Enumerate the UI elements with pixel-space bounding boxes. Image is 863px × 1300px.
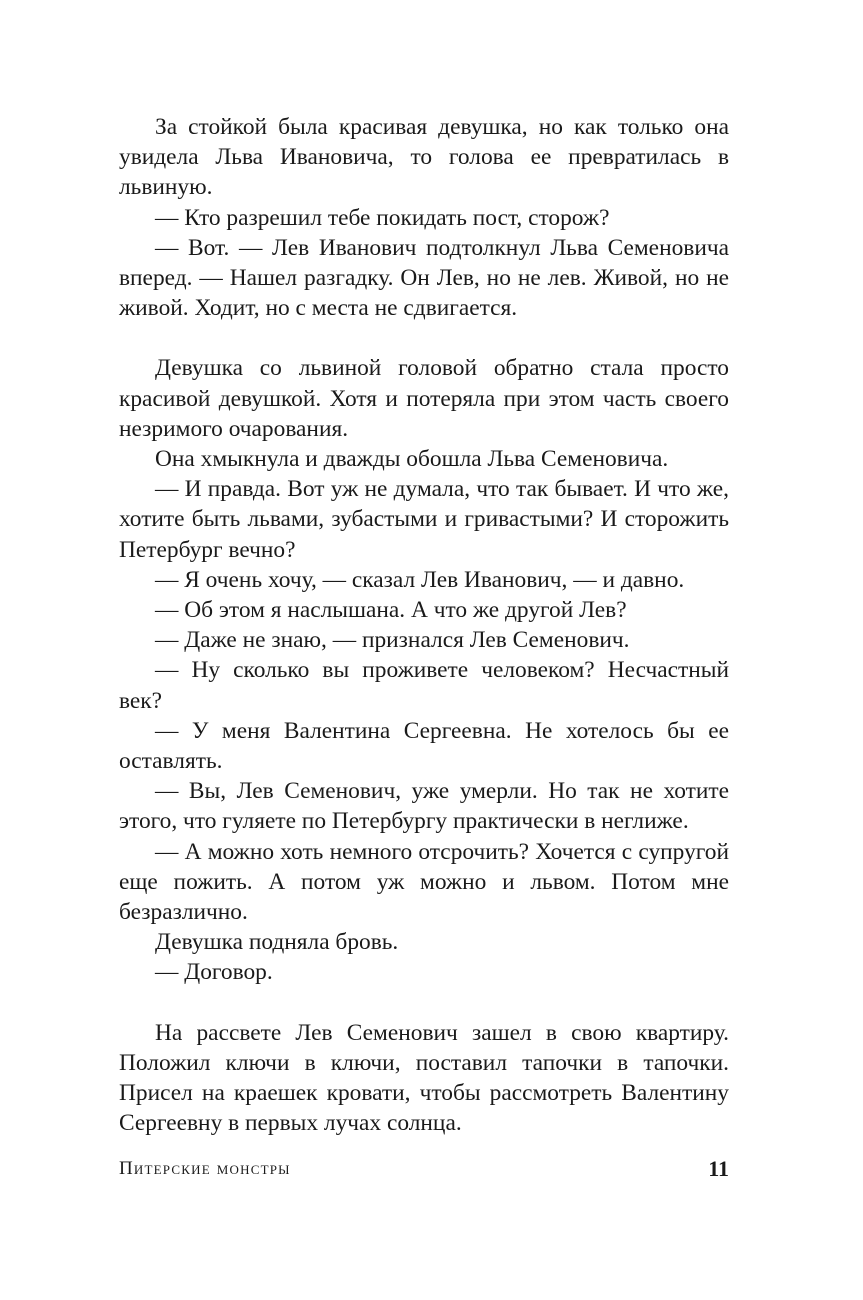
- dialogue-line: — У меня Валентина Сергеевна. Не хотелось бы ее оставлять.: [119, 717, 729, 775]
- dialogue-line: — И правда. Вот уж не думала, что так бывает. И что же, хотите быть львами, зубастыми и гривастыми? И сторожить Петербург вечно?: [119, 476, 729, 563]
- section-break: [119, 988, 729, 1018]
- section-break: [119, 323, 729, 353]
- dialogue-line: — Кто разрешил тебе покидать пост, сторож?: [155, 204, 610, 231]
- page-footer: [119, 1158, 729, 1188]
- body-text: [119, 112, 729, 1139]
- dialogue-line: — Вот. — Лев Иванович подтолкнул Льва Семеновича вперед. — Нашел разгадку. Он Лев, но не лев. Живой, но не живой. Ходит, но с места не сдвигается.: [119, 234, 729, 322]
- paragraph: Девушка со львиной головой обратно стала просто красивой девушкой. Хотя и потеряла при этом часть своего незримого очарования.: [119, 355, 729, 442]
- paragraph: За стойкой была красивая девушка, но как только она увидела Льва Ивановича, то голова ее превратилась в львиную.: [119, 114, 729, 201]
- dialogue-line: — Об этом я наслышана. А что же другой Лев?: [155, 597, 627, 624]
- dialogue-line: — Я очень хочу, — сказал Лев Иванович, — и давно.: [155, 566, 685, 593]
- dialogue-line: — Вы, Лев Семенович, уже умерли. Но так не хотите этого, что гуляете по Петербургу практически в неглиже.: [119, 778, 729, 835]
- dialogue-line: — Договор.: [155, 959, 273, 986]
- paragraph: Девушка подняла бровь.: [155, 929, 399, 956]
- paragraph: На рассвете Лев Семенович зашел в свою квартиру. Положил ключи в ключи, поставил тапочки в тапочки. Присел на краешек кровати, чтобы рассмотреть Валентину Сергеевну в первых лучах солнца.: [119, 1019, 729, 1137]
- dialogue-line: — Ну сколько вы проживете человеком? Несчастный век?: [119, 657, 729, 714]
- running-title: Питерские монстры: [119, 1158, 291, 1179]
- dialogue-line: — А можно хоть немного отсрочить? Хочется с супругой еще пожить. А потом уж можно и львом. Потом мне безразлично.: [119, 838, 729, 926]
- paragraph: Она хмыкнула и дважды обошла Льва Семеновича.: [155, 446, 669, 473]
- dialogue-line: — Даже не знаю, — признался Лев Семенович.: [155, 627, 630, 654]
- page-number: 11: [708, 1156, 729, 1181]
